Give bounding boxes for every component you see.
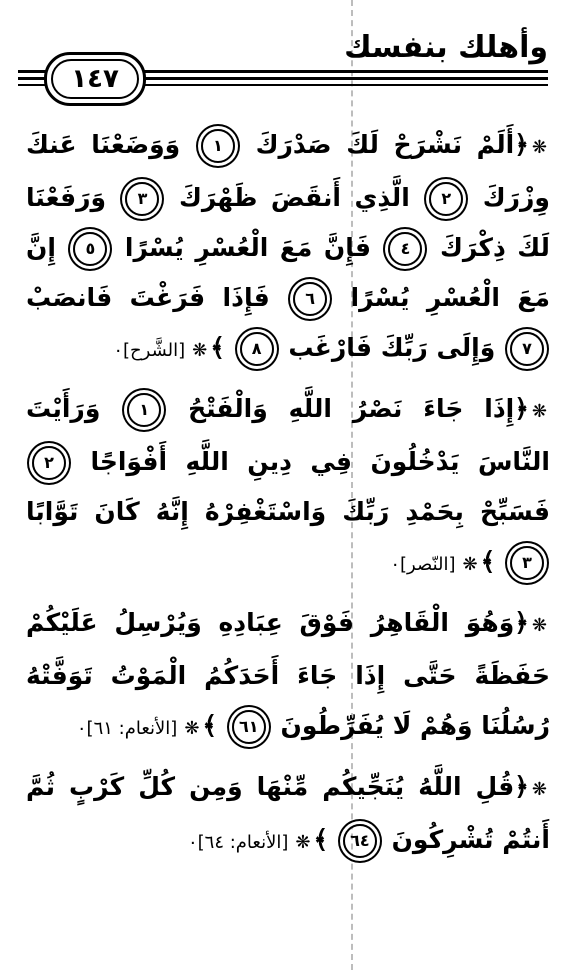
chapter-title: وأهلك بنفسك — [344, 30, 548, 65]
ornament-flower-icon: ❋ — [531, 615, 547, 636]
ayah-number-marker: ٢ — [32, 446, 66, 480]
verse-paragraph — [26, 598, 550, 754]
verse-text: فَإِنَّ مَعَ الْعُسْرِ يُسْرًا — [124, 233, 371, 262]
surah-reference: [الأنعام: ٦٤]٠ — [187, 832, 289, 853]
ornament-flower-icon: ❋ — [295, 832, 311, 853]
ayah-number-marker: ٧ — [510, 332, 544, 366]
ornament-flower-icon: ❋ — [192, 340, 208, 361]
ayah-number-marker: ١ — [201, 129, 235, 163]
header-rule — [18, 84, 46, 86]
verse-text: وَرَفَعْنَا لَكَ ذِكْرَكَ — [26, 183, 550, 262]
verse-paragraph — [26, 384, 550, 590]
open-bracket: ﴿ — [514, 608, 529, 637]
verse-text: وَإِلَى رَبِّكَ فَارْغَب — [288, 333, 496, 362]
page-number-badge — [44, 52, 146, 106]
verse-text: إِذَا جَاءَ نَصْرُ اللَّهِ وَالْفَتْحُ — [188, 394, 515, 423]
header-rule — [140, 70, 548, 73]
close-bracket: ﴾ — [210, 333, 225, 362]
ayah-number-marker: ٣ — [510, 546, 544, 580]
header-rule — [18, 70, 46, 73]
close-bracket: ﴾ — [480, 547, 496, 576]
page-number: ١٤٧ — [51, 59, 139, 99]
open-bracket: ﴿ — [514, 772, 529, 801]
open-bracket: ﴿ — [514, 394, 529, 423]
ayah-number-marker: ٦٤ — [343, 824, 377, 858]
verse-text: وَهُوَ الْقَاهِرُ فَوْقَ عِبَادِهِ وَيُرْسِلُ عَلَيْكُمْ حَفَظَةً حَتَّى إِذَا جَاءَ أَحَدَكُمُ الْمَوْتُ تَوَفَّتْهُ رُسُلُنَا وَهُمْ لَا يُفَرِّطُونَ — [26, 608, 550, 740]
ayah-number-marker: ٢ — [429, 182, 463, 216]
ayah-number-marker: ٤ — [388, 232, 422, 266]
verse-text: فَسَبِّحْ بِحَمْدِ رَبِّكَ وَاسْتَغْفِرْهُ إِنَّهُ كَانَ تَوَّابًا — [26, 497, 550, 526]
ornament-flower-icon: ❋ — [531, 779, 547, 800]
ayah-number-marker: ٦١ — [232, 710, 266, 744]
ayah-number-marker: ٥ — [73, 232, 107, 266]
verse-paragraph — [26, 762, 550, 868]
ornament-flower-icon: ❋ — [462, 554, 478, 575]
close-bracket: ﴾ — [313, 825, 329, 854]
verse-text: فَإِذَا فَرَغْتَ فَانصَبْ — [26, 283, 270, 312]
verse-text: إِنَّ مَعَ الْعُسْرِ يُسْرًا — [26, 233, 550, 312]
header-rule — [18, 77, 46, 80]
verse-text: وَرَأَيْتَ النَّاسَ يَدْخُلُونَ فِي دِينِ اللَّهِ أَفْوَاجًا — [26, 394, 550, 476]
verse-text: وَوَضَعْنَا عَنكَ وِزْرَكَ — [26, 130, 550, 212]
quran-text-body — [26, 120, 550, 868]
close-bracket: ﴾ — [202, 711, 218, 740]
ornament-flower-icon: ❋ — [531, 137, 547, 158]
verse-paragraph — [26, 120, 550, 376]
verse-text: قُلِ اللَّهُ يُنَجِّيكُم مِّنْهَا وَمِن كُلِّ كَرْبٍ ثُمَّ أَنتُمْ تُشْرِكُونَ — [26, 772, 550, 854]
header-rule — [140, 77, 548, 80]
open-bracket: ﴿ — [514, 130, 529, 159]
ayah-number-marker: ٨ — [240, 332, 274, 366]
surah-reference: [الشَّرح]٠ — [113, 340, 186, 361]
ayah-number-marker: ١ — [127, 393, 161, 427]
header-rule — [140, 84, 548, 86]
surah-reference: [النّصر]٠ — [390, 554, 456, 575]
verse-text: الَّذِي أَنقَضَ ظَهْرَكَ — [178, 183, 410, 212]
surah-reference: [الأنعام: ٦١]٠ — [76, 718, 178, 739]
ayah-number-marker: ٣ — [125, 182, 159, 216]
ayah-number-marker: ٦ — [293, 282, 327, 316]
verse-text: أَلَمْ نَشْرَحْ لَكَ صَدْرَكَ — [255, 130, 515, 159]
ornament-flower-icon: ❋ — [531, 401, 547, 422]
ornament-flower-icon: ❋ — [184, 718, 200, 739]
